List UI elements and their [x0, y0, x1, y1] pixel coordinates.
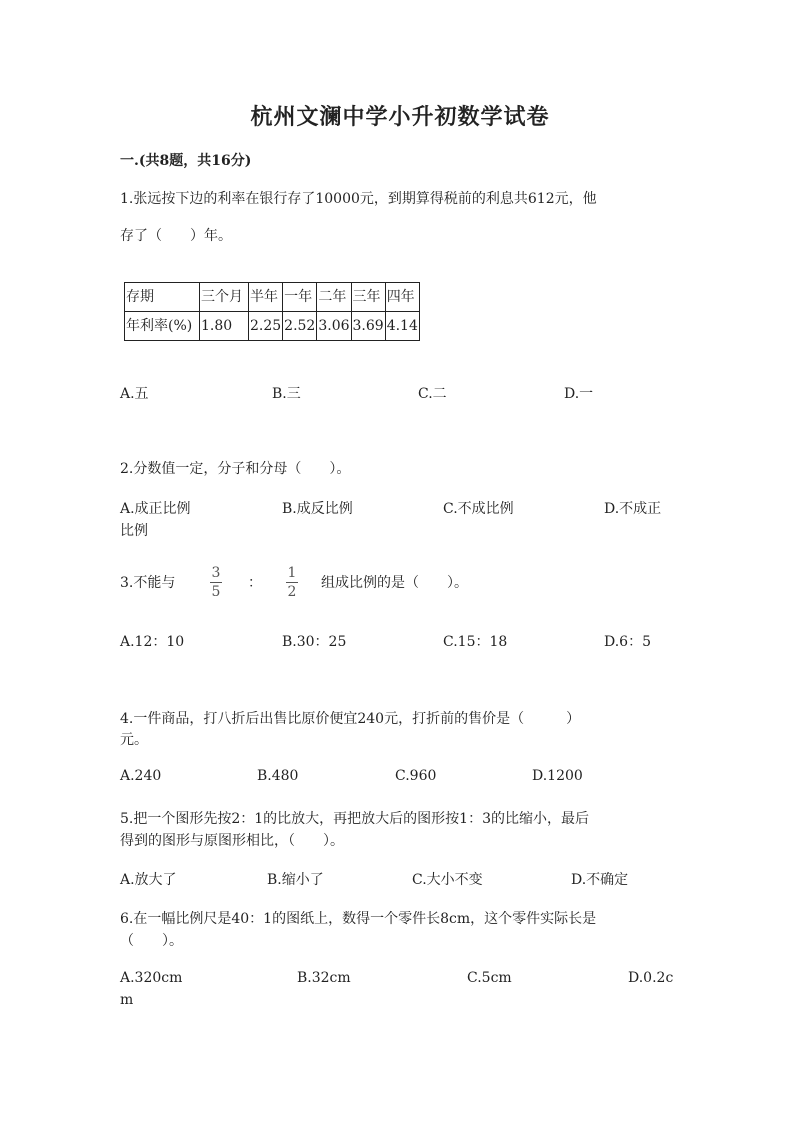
question-1-text-cont: 存了（ ）年。 [120, 228, 232, 244]
option-c[interactable]: C.二 [418, 386, 447, 402]
option-b[interactable]: B.32cm [297, 970, 351, 986]
question-5-text: 5.把一个图形先按2：1的比放大，再把放大后的图形按1：3的比缩小，最后 [120, 811, 589, 827]
question-6-text-cont: （ ）。 [120, 933, 183, 949]
question-1-text: 1.张远按下边的利率在银行存了10000元，到期算得税前的利息共612元，他 [120, 191, 597, 207]
table-cell: 存期 [125, 283, 200, 312]
question-5-text-cont: 得到的图形与原图形相比，（ ）。 [120, 833, 344, 849]
table-cell: 4.14 [385, 312, 419, 341]
table-cell: 年利率(%) [125, 312, 200, 341]
option-b[interactable]: B.480 [257, 768, 299, 784]
option-b[interactable]: B.三 [272, 386, 301, 402]
fraction-numerator: 1 [287, 565, 297, 581]
option-a[interactable]: A.12：10 [120, 634, 185, 650]
fraction-denominator: 2 [287, 584, 297, 600]
option-c[interactable]: C.不成比例 [443, 501, 514, 517]
option-wrap-text: m [120, 992, 134, 1008]
table-cell: 三年 [351, 283, 385, 312]
option-c[interactable]: C.大小不变 [412, 872, 483, 888]
option-a[interactable]: A.放大了 [120, 872, 177, 888]
option-c[interactable]: C.960 [395, 768, 437, 784]
table-cell: 二年 [317, 283, 351, 312]
option-a[interactable]: A.五 [120, 386, 149, 402]
fraction-denominator: 5 [211, 584, 221, 600]
option-a[interactable]: A.320cm [120, 970, 183, 986]
fraction-three-fifths [206, 564, 226, 601]
option-d[interactable]: D.不确定 [571, 872, 629, 888]
option-d[interactable]: D.0.2c [628, 970, 674, 986]
fraction-one-half [282, 564, 302, 601]
option-b[interactable]: B.成反比例 [282, 501, 353, 517]
option-b[interactable]: B.30：25 [282, 634, 347, 650]
question-3-text-cont: 组成比例的是（ ）。 [321, 575, 468, 591]
option-d[interactable]: D.6：5 [604, 634, 651, 650]
option-a[interactable]: A.成正比例 [120, 501, 191, 517]
option-wrap-text: 比例 [120, 523, 148, 539]
table-row [125, 312, 420, 341]
table-cell: 3.06 [317, 312, 351, 341]
option-d[interactable]: D.一 [564, 386, 594, 402]
option-b[interactable]: B.缩小了 [267, 872, 324, 888]
option-d[interactable]: D.不成正 [604, 501, 662, 517]
option-a[interactable]: A.240 [120, 768, 162, 784]
section-heading: 一.(共8题，共16分) [120, 153, 252, 169]
table-cell: 三个月 [200, 283, 249, 312]
interest-rate-table [124, 282, 420, 341]
ratio-colon: ： [248, 575, 262, 591]
table-cell: 一年 [283, 283, 317, 312]
table-cell: 半年 [249, 283, 283, 312]
page-title: 杭州文澜中学小升初数学试卷 [250, 104, 550, 130]
question-4-text: 4.一件商品，打八折后出售比原价便宜240元，打折前的售价是（ ） [120, 711, 581, 727]
option-c[interactable]: C.15：18 [443, 634, 508, 650]
table-cell: 2.25 [249, 312, 283, 341]
question-4-text-cont: 元。 [120, 732, 148, 748]
table-header-row [125, 283, 420, 312]
table-cell: 3.69 [351, 312, 385, 341]
table-cell: 2.52 [283, 312, 317, 341]
question-6-text: 6.在一幅比例尺是40：1的图纸上，数得一个零件长8cm，这个零件实际长是 [120, 911, 597, 927]
table-cell: 四年 [385, 283, 419, 312]
question-3-text: 3.不能与 [120, 575, 176, 591]
option-c[interactable]: C.5cm [467, 970, 512, 986]
option-d[interactable]: D.1200 [532, 768, 583, 784]
fraction-numerator: 3 [211, 565, 221, 581]
question-2-text: 2.分数值一定，分子和分母（ ）。 [120, 461, 351, 477]
table-cell: 1.80 [200, 312, 249, 341]
